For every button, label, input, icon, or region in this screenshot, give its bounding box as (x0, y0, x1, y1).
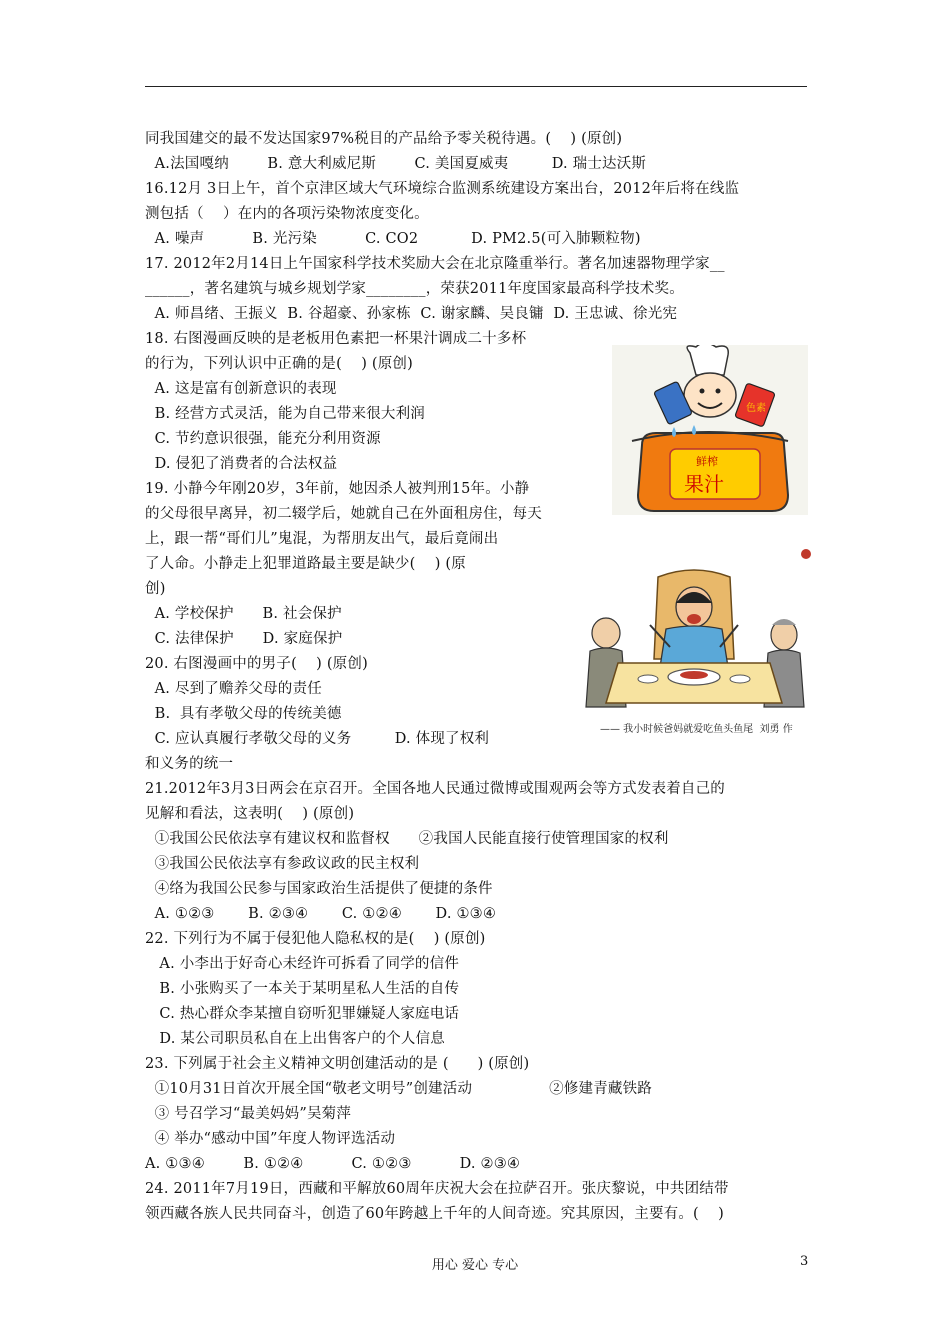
text-line: 21.2012年3月3日两会在京召开。全国各地人民通过微博或围观两会等方式发表着自己的 (145, 781, 726, 797)
page-number: 3 (800, 1254, 809, 1269)
text-line: 领西藏各族人民共同奋斗，创造了60年跨越上千年的人间奇迹。究其原因，主要有。( ) (145, 1206, 724, 1222)
text-line: 22. 下列行为不属于侵犯他人隐私权的是( ) (原创) (145, 931, 486, 947)
text-line: 的行为，下列认识中正确的是( ) (原创) (145, 356, 413, 372)
text-line: ③我国公民依法享有参政议政的民主权利 (145, 856, 420, 872)
header-rule (145, 86, 807, 87)
text-line: 创) (145, 581, 166, 597)
text-line: A. 小李出于好奇心未经许可拆看了同学的信件 (145, 956, 460, 972)
text-line: ①10月31日首次开展全国“敬老文明号”创建活动 ②修建青藏铁路 (145, 1081, 652, 1097)
seal-icon (800, 548, 812, 560)
text-line: ④ 举办“感动中国”年度人物评选活动 (145, 1131, 396, 1147)
text-line: 23. 下列属于社会主义精神文明创建活动的是 ( ) (原创) (145, 1056, 530, 1072)
family-dinner-cartoon-svg (578, 567, 810, 717)
text-line: 17. 2012年2月14日上午国家科学技术奖励大会在北京隆重举行。著名加速器物理学家__ (145, 256, 725, 272)
jar-label-top: 鲜榨 (696, 455, 718, 468)
text-line: 20. 右图漫画中的男子( ) (原创) (145, 656, 368, 672)
text-line: A.法国嘎纳 B. 意大利威尼斯 C. 美国夏威夷 D. 瑞士达沃斯 (145, 156, 647, 172)
page-footer: 用心 爱心 专心 (431, 1258, 519, 1273)
text-line: A. 师昌绪、王振义 B. 谷超豪、孙家栋 C. 谢家麟、吴良镛 D. 王忠诚、徐光宪 (145, 306, 678, 322)
text-line: 上，跟一帮“哥们儿”鬼混，为帮朋友出气，最后竟闹出 (145, 531, 499, 547)
text-line: 19. 小静今年刚20岁，3年前，她因杀人被判刑15年。小静 (145, 481, 530, 497)
text-line: 18. 右图漫画反映的是老板用色素把一杯果汁调成二十多杯 (145, 331, 527, 347)
text-line: ③ 号召学习“最美妈妈”吴菊萍 (145, 1106, 352, 1122)
text-line: B. 经营方式灵活，能为自己带来很大利润 (145, 406, 425, 422)
text-line: 同我国建交的最不发达国家97%税目的产品给予零关税待遇。( ) (原创) (145, 131, 623, 147)
text-line: D. 某公司职员私自在上出售客户的个人信息 (145, 1031, 445, 1047)
text-line: 和义务的统一 (145, 756, 234, 772)
text-line: ______，著名建筑与城乡规划学家________，荣获2011年度国家最高科学技术奖。 (145, 281, 684, 297)
text-line: A. ①②③ B. ②③④ C. ①②④ D. ①③④ (145, 906, 497, 922)
jar-label-main: 果汁 (684, 472, 724, 496)
text-line: B. 具有孝敬父母的传统美德 (145, 706, 342, 722)
text-line: C. 热心群众李某擅自窃听犯罪嫌疑人家庭电话 (145, 1006, 460, 1022)
juice-cartoon-svg (612, 345, 808, 515)
text-line: B. 小张购买了一本关于某明星私人生活的自传 (145, 981, 460, 997)
text-line: 16.12月 3日上午，首个京津区域大气环境综合监测系统建设方案出台，2012年后将在线监 (145, 181, 740, 197)
text-line: A. 学校保护 B. 社会保护 (145, 606, 342, 622)
text-line: A. 尽到了赡养父母的责任 (145, 681, 322, 697)
text-line: A. 噪声 B. 光污染 C. CO2 D. PM2.5(可入肺颗粒物) (145, 231, 641, 247)
text-line: C. 节约意识很强，能充分利用资源 (145, 431, 381, 447)
text-line: C. 法律保护 D. 家庭保护 (145, 631, 343, 647)
family-dinner-cartoon-image (578, 567, 810, 737)
pigment-label: 色素 (746, 403, 766, 414)
text-line: ①我国公民依法享有建议权和监督权 ②我国人民能直接行使管理国家的权利 (145, 831, 669, 847)
text-line: A. 这是富有创新意识的表现 (145, 381, 337, 397)
juice-cartoon-image (612, 345, 808, 515)
cartoon-caption: —— 我小时候爸妈就爱吃鱼头鱼尾 刘勇 作 (600, 724, 793, 735)
text-line: ④络为我国公民参与国家政治生活提供了便捷的条件 (145, 881, 493, 897)
text-line: 见解和看法，这表明( ) (原创) (145, 806, 355, 822)
text-line: 了人命。小静走上犯罪道路最主要是缺少( ) (原 (145, 556, 466, 572)
text-line: D. 侵犯了消费者的合法权益 (145, 456, 338, 472)
text-line: C. 应认真履行孝敬父母的义务 D. 体现了权利 (145, 731, 490, 747)
text-line: A. ①③④ B. ①②④ C. ①②③ D. ②③④ (145, 1156, 521, 1172)
text-line: 24. 2011年7月19日，西藏和平解放60周年庆祝大会在拉萨召开。张庆黎说，中共团结带 (145, 1181, 729, 1197)
text-line: 测包括（ ）在内的各项污染物浓度变化。 (145, 206, 429, 222)
text-line: 的父母很早离异，初二辍学后，她就自己在外面租房住，每天 (145, 506, 542, 522)
